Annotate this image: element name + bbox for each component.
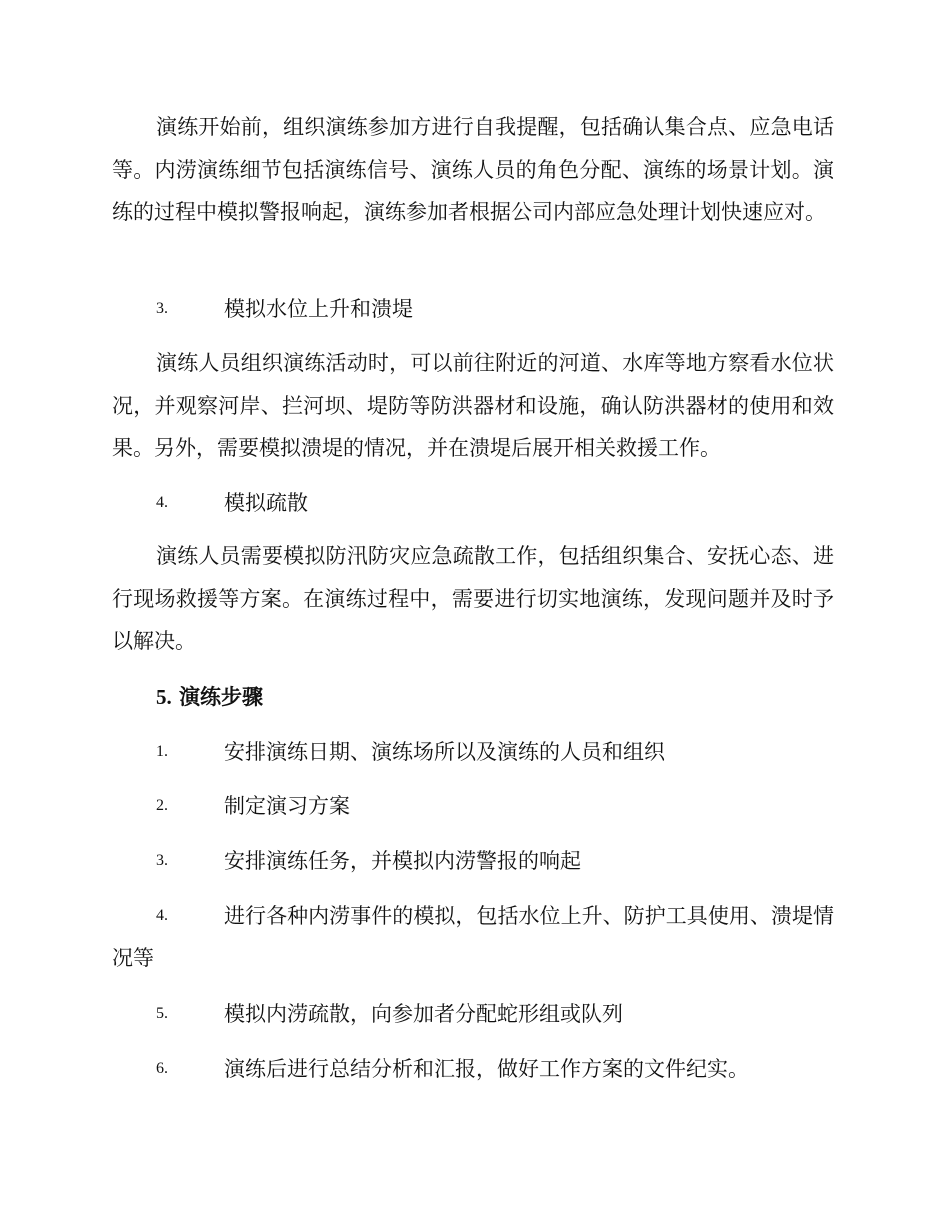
list-number: 1. — [156, 743, 168, 760]
list-number: 5. — [156, 1005, 168, 1022]
list-item — [112, 731, 834, 773]
list-number: 3. — [156, 300, 168, 317]
list-number: 3. — [156, 852, 168, 869]
list-text: 模拟水位上升和溃堤 — [224, 297, 413, 321]
list-item — [112, 993, 834, 1035]
paragraph-drill-preparation: 演练开始前，组织演练参加方进行自我提醒，包括确认集合点、应急电话等。内涝演练细节包括演练信号、演练人员的角色分配、演练的场景计划。演练的过程中模拟警报响起，演练参加者根据公司内部应急处理计划快速应对。 — [112, 115, 834, 224]
list-number: 2. — [156, 797, 168, 814]
list-text: 安排演练日期、演练场所以及演练的人员和组织 — [224, 740, 665, 764]
list-item — [112, 895, 834, 979]
list-item — [112, 1048, 834, 1090]
list-text: 演练后进行总结分析和汇报，做好工作方案的文件纪实。 — [224, 1057, 749, 1081]
section-number: 5. — [156, 685, 172, 709]
subsection-heading-water-level — [112, 288, 834, 330]
list-item — [112, 840, 834, 882]
section-heading-drill-steps — [156, 676, 263, 718]
list-text: 模拟内涝疏散，向参加者分配蛇形组或队列 — [224, 1002, 623, 1026]
list-item — [112, 785, 834, 827]
list-text: 安排演练任务，并模拟内涝警报的响起 — [224, 849, 581, 873]
section-title: 演练步骤 — [179, 684, 264, 709]
list-text: 制定演习方案 — [224, 794, 350, 818]
list-text: 模拟疏散 — [224, 491, 308, 515]
list-text: 进行各种内涝事件的模拟，包括水位上升、防护工具使用、溃堤情况等 — [112, 904, 834, 970]
list-number: 4. — [156, 907, 168, 924]
subsection-heading-evacuation — [112, 482, 834, 524]
list-number: 6. — [156, 1060, 168, 1077]
paragraph-water-level: 演练人员组织演练活动时，可以前往附近的河道、水库等地方察看水位状况，并观察河岸、拦河坝、堤防等防洪器材和设施，确认防洪器材的使用和效果。另外，需要模拟溃堤的情况，并在溃堤后展开相关救援工作。 — [112, 351, 834, 460]
paragraph-evacuation: 演练人员需要模拟防汛防灾应急疏散工作，包括组织集合、安抚心态、进行现场救援等方案。在演练过程中，需要进行切实地演练，发现问题并及时予以解决。 — [112, 544, 834, 653]
list-number: 4. — [156, 494, 168, 511]
